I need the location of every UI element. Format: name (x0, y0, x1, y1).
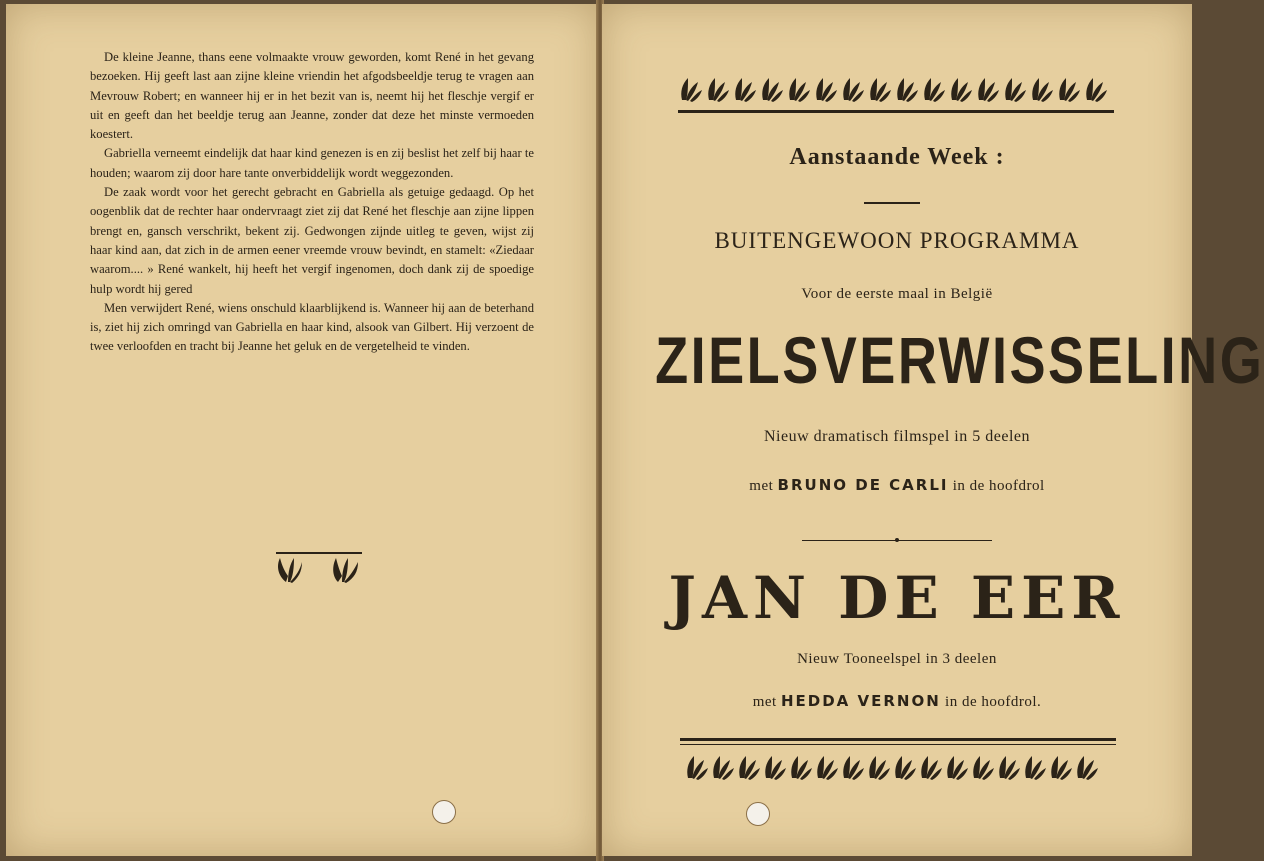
body-text (90, 48, 534, 357)
film-2-actor: HEDDA VERNON (780, 692, 941, 710)
program-title: BUITENGEWOON PROGRAMMA (714, 228, 1080, 253)
punch-hole (746, 802, 770, 826)
paragraph-3: De zaak wordt voor het gerecht gebracht en Gabriella als getuige gedaagd. Op het oogenblik dat de rechter haar ondervraagt ziet zij dat René het fleschje aan zijne lippen brengt en, gansch verschrikt, bekent zij. Gedwongen zijnde uitleg te geven, wijst zij haar kind aan, dat zich in de armen eener vreemde vrouw bevindt, en stamelt: «Ziedaar waarom.... » René wankelt, hij heeft het vergif ingenomen, doch dank zij de spoedige hulp wordt hij gered (90, 185, 534, 296)
punch-hole (432, 800, 456, 824)
film-1-cast-prefix: met (749, 478, 774, 494)
film-1-title: ZIELSVERWISSELING (655, 323, 1264, 397)
first-time-line: Voor de eerste maal in België (801, 286, 993, 302)
film-1-cast-suffix: in de hoofdrol (952, 478, 1045, 494)
leaf-ornament-icon (272, 550, 366, 586)
paragraph-4: Men verwijdert René, wiens onschuld klaarblijkend is. Wanneer hij aan de beterhand is, ziet hij zich omringd van Gabriella en haar kind, alsook van Gilbert. Hij verzoent de twee verloofden en tracht bij Jeanne het geluk en de vergetelheid te vinden. (90, 300, 534, 354)
paragraph-1: De kleine Jeanne, thans eene volmaakte vrouw geworden, komt René in het gevang bezoeken. Hij geeft last aan zijne kleine vriendin het afgodsbeeldje terug te vragen aan Mevrouw Robert; en wanneer hij er in het bezit van is, neemt hij het fleschje vergif er uit en geeft dan het beeldje terug aan Jeanne, zonder dat deze het minste vermoeden koestert. (90, 50, 534, 142)
film-1-cast (602, 476, 1192, 495)
film-2-description: Nieuw Tooneelspel in 3 deelen (797, 651, 997, 667)
film-2-cast (602, 692, 1192, 711)
leaf-border-icon (680, 754, 1114, 782)
heading: Aanstaande Week : (789, 144, 1005, 170)
film-2-title: JAN DE EER (668, 564, 1126, 632)
heading-divider (864, 202, 920, 204)
film-1-actor: BRUNO DE CARLI (777, 476, 949, 494)
right-page (602, 4, 1264, 856)
film-1-description: Nieuw dramatisch filmspel in 5 deelen (764, 428, 1030, 445)
film-2-cast-prefix: met (752, 694, 777, 710)
left-page (6, 4, 598, 856)
film-2-cast-suffix: in de hoofdrol. (945, 694, 1042, 710)
top-rule (678, 110, 1114, 113)
bottom-rule-thin (680, 744, 1116, 745)
bottom-rule (680, 738, 1116, 741)
leaf-border-icon (680, 76, 1114, 104)
paragraph-2: Gabriella verneemt eindelijk dat haar kind genezen is en zij beslist het zelf bij haar te houden; waarom zij door hare tante onverbiddelijk wordt weggezonden. (90, 146, 534, 180)
